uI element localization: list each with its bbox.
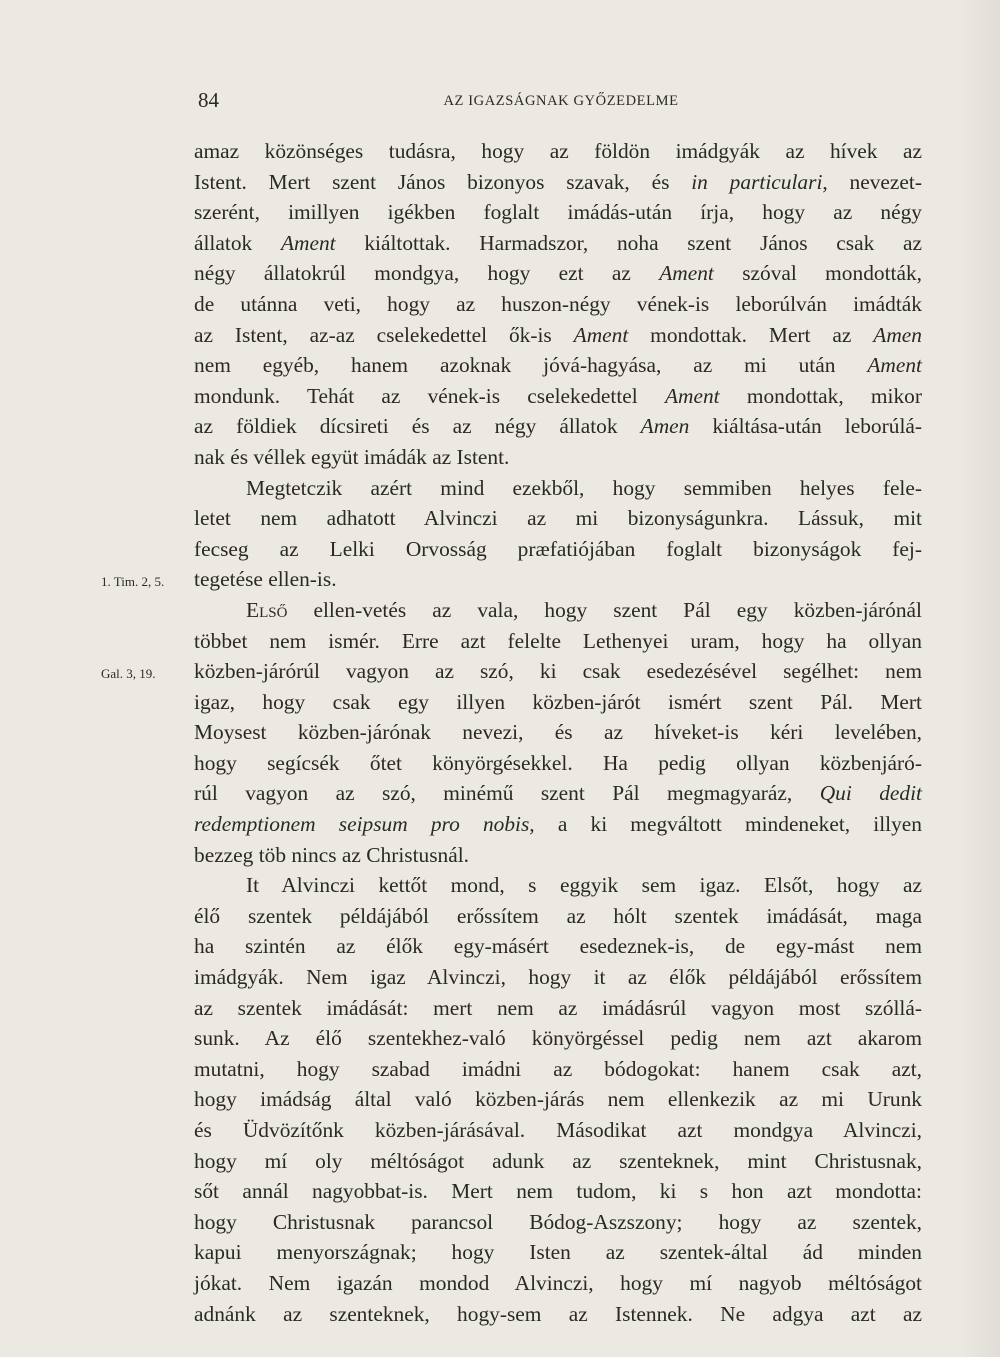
text-line: hogy Christusnak parancsol Bódog-Aszszony; hogy az szentek, xyxy=(194,1209,922,1234)
text-line: és Üdvözítőnk közben-járásával. Másodikat azt mondgya Alvinczi, xyxy=(194,1118,922,1142)
text-line: mutatni, hogy szabad imádni az bódogokat: hanem csak azt, xyxy=(194,1056,922,1081)
text-line: hogy imádság által való közben-járás nem ellenkezik az mi Urunk xyxy=(194,1087,922,1112)
text-line: Megtetczik azért mind ezekből, hogy semmiben helyes fele- xyxy=(246,475,922,500)
text-line: It Alvinczi kettőt mond, s eggyik sem igaz. Elsőt, hogy az xyxy=(246,873,922,898)
text-line: nak és véllek együt imádák az Istent. xyxy=(194,444,510,469)
text-line: állatok Ament kiáltottak. Harmadszor, noha szent János csak az xyxy=(194,230,922,255)
text-line: sunk. Az élő szentekhez-való könyörgéssel pedig nem azt akarom xyxy=(194,1026,922,1051)
text-line: közben-járórúl vagyon az szó, ki csak esedezésével segélhet: nem xyxy=(194,659,922,684)
text-line: hogy segícsék őtet könyörgésekkel. Ha pedig ollyan közbenjáró- xyxy=(194,750,922,775)
text-line: ha szintén az élők egy-másért esedeznek-is, de egy-mást nem xyxy=(194,934,922,959)
text-line: élő szentek példájából erőssítem az hólt szentek imádását, maga xyxy=(194,903,922,928)
text-line: többet nem ismér. Erre azt felelte Lethenyei uram, hogy ha ollyan xyxy=(194,628,922,653)
page-header xyxy=(198,88,924,118)
text-line: négy állatokrúl mondgya, hogy ezt az Ament szóval mondották, xyxy=(194,261,923,286)
text-line: szerént, imillyen igékben foglalt imádás-után írja, hogy az négy xyxy=(194,200,922,225)
body-text xyxy=(194,136,922,1329)
text-line: imádgyák. Nem igaz Alvinczi, hogy it az élők példájából erőssítem xyxy=(194,965,922,990)
text-line: mondunk. Tehát az vének-is cselekedettel Ament mondottak, mikor xyxy=(194,383,922,408)
text-line: Istent. Mert szent János bizonyos szavak, és in particulari, nevezet- xyxy=(194,169,922,194)
text-line: igaz, hogy csak egy illyen közben-járót ismért szent Pál. Mert xyxy=(194,689,922,714)
text-line: Első ellen-vetés az vala, hogy szent Pál egy közben-járónál xyxy=(246,597,922,622)
text-line: bezzeg töb nincs az Christusnál. xyxy=(194,842,470,867)
text-line: nem egyéb, hanem azoknak jóvá-hagyása, az mi után Ament xyxy=(194,353,922,378)
text-line: jókat. Nem igazán mondod Alvinczi, hogy mí nagyob méltóságot xyxy=(194,1270,922,1295)
text-line: hogy mí oly méltóságot adunk az szenteknek, mint Christusnak, xyxy=(194,1148,922,1173)
text-line: amaz közönséges tudásra, hogy az földön imádgyák az hívek az xyxy=(194,139,922,163)
page-edge-shadow xyxy=(960,0,1000,1357)
text-line: tegetése ellen-is. xyxy=(194,567,337,592)
page-number: 84 xyxy=(198,88,219,112)
text-line: az szentek imádását: mert nem az imádásrúl vagyon most szóllá- xyxy=(194,995,922,1020)
margin-note-gal: Gal. 3, 19. xyxy=(101,666,156,681)
text-line: az földiek dícsireti és az négy állatok Amen kiáltása-után leborúlá- xyxy=(194,414,923,439)
text-line: letet nem adhatott Alvinczi az mi bizonyságunkra. Lássuk, mit xyxy=(194,506,922,531)
text-line: adnánk az szenteknek, hogy-sem az Istennek. Ne adgya azt az xyxy=(194,1301,922,1326)
text-line: Moysest közben-járónak nevezi, és az híveket-is kéri levelében, xyxy=(194,720,922,745)
text-line: de utánna veti, hogy az huszon-négy vének-is leborúlván imádták xyxy=(194,291,922,316)
text-line: kapui menyországnak; hogy Isten az szentek-által ád minden xyxy=(194,1240,922,1265)
text-line: sőt annál nagyobbat-is. Mert nem tudom, ki s hon azt mondotta: xyxy=(194,1179,922,1204)
text-line: az Istent, az-az cselekedettel ők-is Ament mondottak. Mert az Amen xyxy=(194,322,922,347)
margin-note-tim: 1. Tim. 2, 5. xyxy=(101,574,165,589)
running-title: AZ IGAZSÁGNAK GYŐZEDELME xyxy=(443,93,679,109)
text-line: fecseg az Lelki Orvosság præfatiójában foglalt bizonyságok fej- xyxy=(194,536,922,561)
text-line: redemptionem seipsum pro nobis, a ki megváltott mindeneket, illyen xyxy=(194,812,922,837)
text-line: rúl vagyon az szó, minémű szent Pál megmagyaráz, Qui dedit xyxy=(194,781,922,806)
